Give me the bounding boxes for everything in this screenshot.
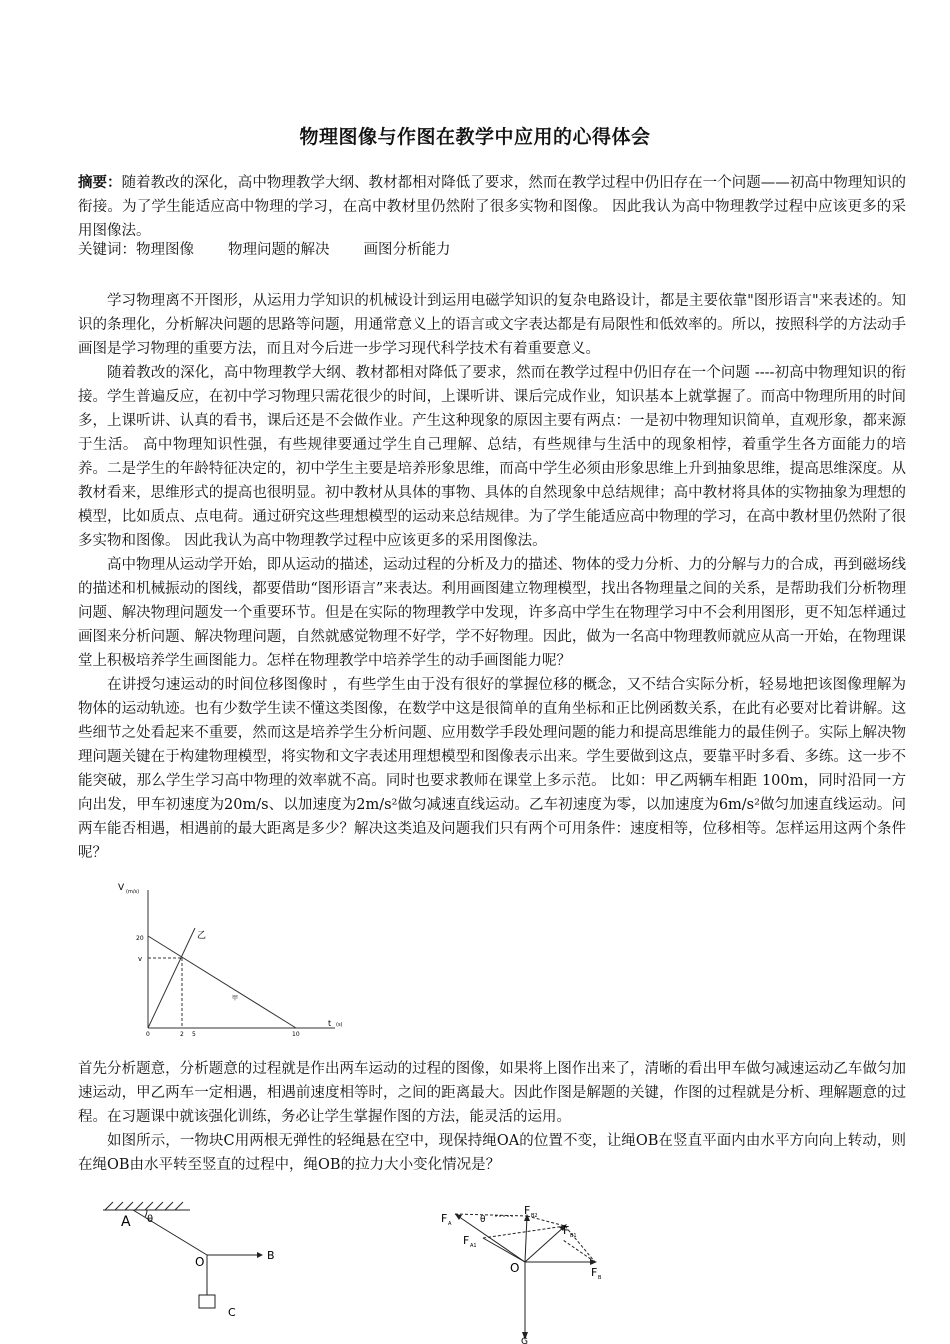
line-jia <box>148 936 296 1028</box>
label-jia: 甲 <box>232 995 239 1002</box>
label-O: O <box>510 1261 520 1275</box>
rope-OA <box>133 1210 207 1255</box>
suspension-figure <box>95 1200 295 1340</box>
body-section-1 <box>78 289 906 865</box>
keyword-1: 物理图像 <box>136 242 194 258</box>
force-FA1 <box>483 1238 525 1262</box>
y-axis-unit: (m/s) <box>126 889 140 895</box>
tick-v: v <box>138 955 143 963</box>
body-section-2 <box>78 1057 906 1177</box>
keyword-3: 画图分析能力 <box>363 242 451 258</box>
label-C: C <box>228 1306 236 1319</box>
force-FB2 <box>525 1216 527 1262</box>
abstract <box>78 171 906 243</box>
label-FB: F <box>591 1266 598 1279</box>
tick-0: 0 <box>146 1031 150 1038</box>
label-FB2-sub: B2 <box>531 1213 538 1219</box>
paragraph-4: 在讲授匀速运动的时间位移图像时 ，有些学生由于没有很好的掌握位移的概念，又不结合实际分析，轻易地把该图像理解为物体的运动轨迹。也有少数学生读不懂这类图像，在数学中这是很简单的直角坐标和正比例函数关系，在此有必要对比着讲解。这些细节之处看起来不重要，然而这是培养学生分析问题、应用数学手段处理问题的能力和提高思维能力的最佳例子。实际上解决物理问题关键在于构建物理模型，将实物和文字表述用理想模型和图像表示出来。学生要做到这点，要靠平时多看、多练。这一步不能突破，那么学生学习高中物理的效率就不高。同时也要求教师在课堂上多示范。 比如：甲乙两辆车相距 100m，同时沿同一方向出发，甲车初速度为20m/s、以加速度为2m/s²做匀减速直线运动。乙车初速度为零，以加速度为6m/s²做匀加速直线运动。问两车能否相遇，相遇前的最大距离是多少？解决这类追及问题我们只有两个可用条件：速度相等，位移相等。怎样运用这两个条件呢？ <box>78 677 906 861</box>
label-G: G <box>521 1337 528 1344</box>
keyword-2: 物理问题的解决 <box>228 242 330 258</box>
x-axis-unit: (s) <box>336 1022 343 1028</box>
paragraph-6: 如图所示，一物块C用两根无弹性的轻绳悬在空中，现保持绳OA的位置不变，让绳OB在竖直平面内由水平方向向上转动，则在绳OB由水平转至竖直的过程中，绳OB的拉力大小变化情况是？ <box>78 1133 906 1173</box>
label-FB2: F <box>524 1204 531 1217</box>
line-yi <box>148 928 195 1028</box>
tick-10: 10 <box>292 1031 300 1038</box>
block-C <box>199 1295 215 1308</box>
label-O: O <box>195 1255 205 1269</box>
tick-20: 20 <box>136 935 144 942</box>
label-A: A <box>121 1214 131 1230</box>
label-yi: 乙 <box>197 931 207 941</box>
keywords <box>78 238 485 262</box>
label-theta: θ <box>480 1215 486 1225</box>
velocity-time-graph <box>110 878 360 1038</box>
label-FA1: F <box>463 1234 470 1247</box>
label-FA1-sub: A1 <box>470 1243 477 1249</box>
force-diagram <box>435 1200 635 1344</box>
tick-5: 5 <box>192 1031 196 1038</box>
paragraph-1: 学习物理离不开图形，从运用力学知识的机械设计到运用电磁学知识的复杂电路设计，都是主要依靠"图形语言"来表述的。知识的条理化，分析解决问题的思路等问题，用通常意义上的语言或文字表达都是有局限性和低效率的。所以，按照科学的方法动手画图是学习物理的重要方法，而且对今后进一步学习现代科学技术有着重要意义。 <box>78 293 906 357</box>
label-FA: F <box>441 1212 448 1225</box>
y-axis-label: V <box>118 883 125 893</box>
x-axis-label: t <box>328 1019 332 1028</box>
force-FB1 <box>525 1226 565 1262</box>
abstract-label: 摘要： <box>78 175 122 191</box>
tick-2: 2 <box>180 1031 184 1038</box>
abstract-text: 随着教改的深化，高中物理教学大纲、教材都相对降低了要求，然而在教学过程中仍旧存在一个问题——初高中物理知识的衔接。为了学生能适应高中物理的学习，在高中教材里仍然附了很多实物和图像。 因此我认为高中物理教学过程中应该更多的采用图像法。 <box>78 175 907 239</box>
paragraph-2: 随着教改的深化，高中物理教学大纲、教材都相对降低了要求，然而在教学过程中仍旧存在一个问题 ----初高中物理知识的衔接。学生普遍反应，在初中学习物理只需花很少的时间，上课听讲、课后完成作业，知识基本上就掌握了。而高中物理所用的时间多，上课听讲、认真的看书，课后还是不会做作业。产生这种现象的原因主要有两点：一是初中物理知识简单，直观形象，都来源于生活。 高中物理知识性强，有些规律要通过学生自己理解、总结，有些规律与生活中的现象相悖，着重学生各方面能力的培养。二是学生的年龄特征决定的，初中学生主要是培养形象思维，而高中学生必须由形象思维上升到抽象思维，提高思维深度。从教材看来，思维形式的提高也很明显。初中教材从具体的事物、具体的自然现象中总结规律；高中教材将具体的实物抽象为理想的模型，比如质点、点电荷。通过研究这些理想模型的运动来总结规律。为了学生能适应高中物理的学习，在高中教材里仍然附了很多实物和图像。 因此我认为高中物理教学过程中应该更多的采用图像法。 <box>78 365 906 549</box>
label-FB1: F <box>563 1224 570 1237</box>
paragraph-5: 首先分析题意，分析题意的过程就是作出两车运动的过程的图像，如果将上图作出来了，清晰的看出甲车做匀减速运动乙车做匀加速运动，甲乙两车一定相遇，相遇前速度相等时，之间的距离最大。因此作图是解题的关键，作图的过程就是分析、理解题意的过程。在习题课中就该强化训练，务必让学生掌握作图的方法，能灵活的运用。 <box>78 1061 906 1125</box>
keywords-label: 关键词： <box>78 242 136 258</box>
label-FA-sub: A <box>448 1221 452 1227</box>
label-FB-sub: B <box>598 1275 602 1281</box>
label-theta: θ <box>147 1214 154 1225</box>
page-title: 物理图像与作图在教学中应用的心得体会 <box>299 126 651 148</box>
label-FB1-sub: B1 <box>570 1233 577 1239</box>
paragraph-3: 高中物理从运动学开始，即从运动的描述，运动过程的分析及力的描述、物体的受力分析、力的分解与力的合成，再到磁场线的描述和机械振动的图线，都要借助“图形语言”来表达。利用画图建立物理模型，找出各物理量之间的关系，是帮助我们分析物理问题、解决物理问题发一个重要环节。但是在实际的物理教学中发现，许多高中学生在物理学习中不会利用图形，更不知怎样通过画图来分析问题、解决物理问题，自然就感觉物理不好学，学不好物理。因此，做为一名高中物理教师就应从高一开始，在物理课堂上积极培养学生画图能力。怎样在物理教学中培养学生的动手画图能力呢？ <box>78 557 906 669</box>
label-B: B <box>267 1249 275 1262</box>
